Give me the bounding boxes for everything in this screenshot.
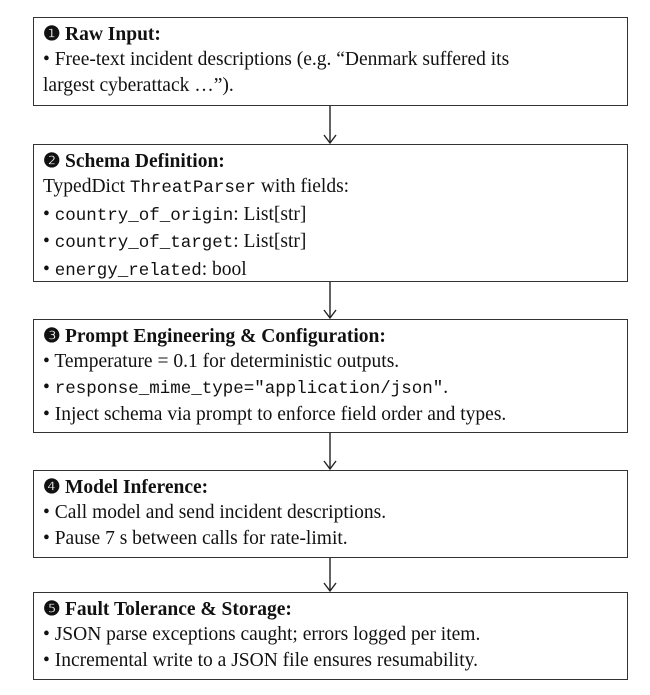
step-number-badge: ❸ (43, 326, 61, 347)
body-text: • (43, 231, 55, 252)
step-box-5 (33, 592, 628, 680)
down-arrow-icon (320, 282, 340, 319)
body-text: : List[str] (233, 231, 307, 252)
code-text: ThreatParser (129, 178, 256, 198)
step-line (43, 202, 619, 230)
step-line (43, 73, 619, 99)
code-text: country_of_target (54, 233, 234, 253)
step-title (43, 476, 619, 500)
code-text: response_mime_type="application/json" (54, 378, 444, 399)
body-text: • (43, 203, 55, 225)
step-number-badge: ❷ (43, 151, 61, 172)
step-line (43, 500, 619, 526)
step-title-text: Schema Definition: (65, 151, 225, 172)
step-number-badge: ❹ (43, 477, 61, 498)
step-line (43, 648, 619, 674)
step-title (43, 325, 619, 349)
code-text: energy_related (54, 260, 202, 281)
step-title (43, 150, 619, 174)
step-box-3 (33, 319, 628, 433)
body-text: : bool (201, 258, 247, 280)
step-number-badge: ❶ (43, 24, 61, 45)
body-text: • Inject schema via prompt to enforce field order and types. (43, 404, 507, 425)
code-text: country_of_origin (54, 205, 234, 226)
step-line (43, 174, 619, 202)
step-title-text: Prompt Engineering & Configuration: (65, 326, 386, 347)
step-line (43, 229, 619, 257)
body-text: • Call model and send incident descriptions. (43, 502, 387, 523)
body-text: : List[str] (233, 203, 307, 225)
step-box-1 (33, 17, 628, 106)
step-line (43, 622, 619, 648)
down-arrow-icon (320, 558, 340, 592)
body-text: • Incremental write to a JSON file ensures resumability. (43, 649, 478, 671)
step-line (43, 402, 619, 428)
down-arrow-icon (320, 433, 340, 470)
step-title (43, 598, 619, 622)
body-text: with fields: (255, 176, 350, 197)
body-text: largest cyberattack …”). (43, 74, 234, 96)
body-text: TypedDict (43, 176, 130, 197)
down-arrow-icon (320, 106, 340, 144)
step-title (43, 23, 619, 47)
body-text: • Pause 7 s between calls for rate-limit. (43, 527, 348, 549)
step-line (43, 375, 619, 403)
body-text: . (443, 376, 449, 398)
body-text: • (43, 258, 55, 280)
step-line (43, 349, 619, 375)
body-text: • Free-text incident descriptions (e.g. “Denmark suffered its (43, 49, 510, 70)
step-line (43, 47, 619, 73)
body-text: • JSON parse exceptions caught; errors logged per item. (43, 624, 481, 645)
step-box-2 (33, 144, 628, 282)
step-title-text: Fault Tolerance & Storage: (65, 599, 292, 620)
step-title-text: Model Inference: (65, 477, 209, 498)
step-line (43, 257, 619, 285)
body-text: • Temperature = 0.1 for deterministic outputs. (43, 351, 400, 372)
step-title-text: Raw Input: (65, 24, 161, 45)
step-line (43, 526, 619, 552)
step-box-4 (33, 470, 628, 558)
body-text: • (43, 376, 55, 398)
step-number-badge: ❺ (43, 599, 61, 620)
